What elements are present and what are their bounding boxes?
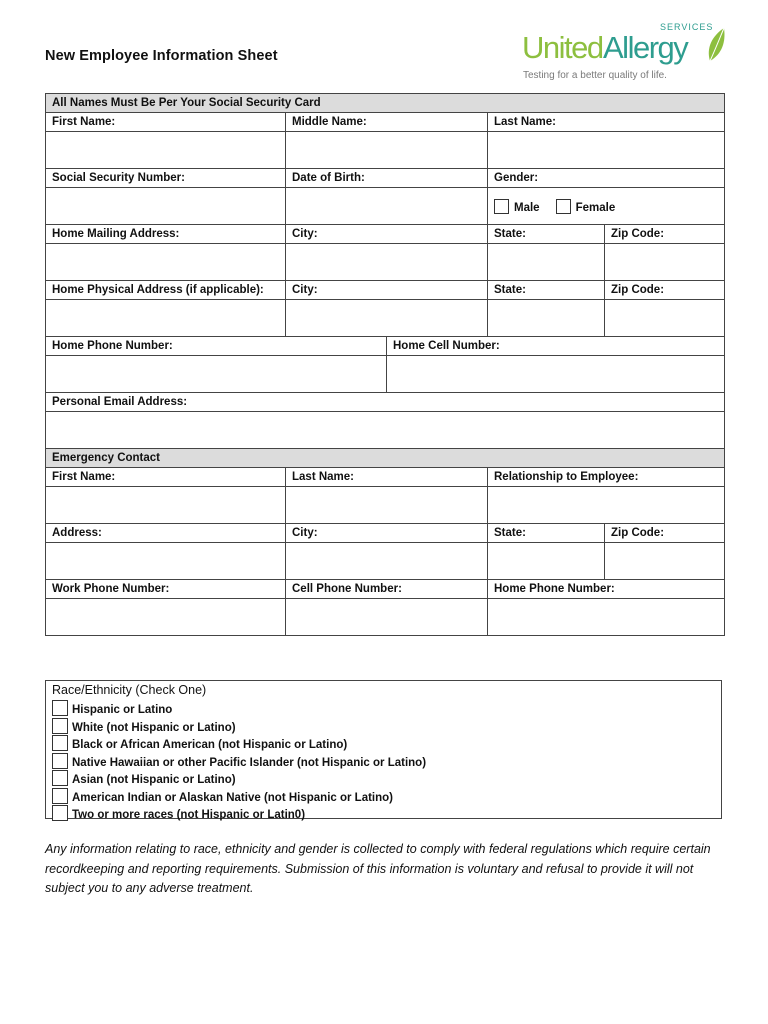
ssn-label: Social Security Number:: [46, 169, 286, 188]
race-option[interactable]: [52, 700, 721, 718]
emergency-home-phone-field[interactable]: [488, 599, 725, 636]
emergency-zip-field[interactable]: [605, 543, 725, 580]
race-checkbox[interactable]: [52, 700, 68, 716]
male-label: Male: [514, 201, 540, 214]
race-ethnicity-title: Race/Ethnicity (Check One): [52, 683, 207, 697]
race-option[interactable]: [52, 735, 721, 753]
email-label: Personal Email Address:: [46, 393, 725, 412]
section-header-ssn-names: All Names Must Be Per Your Social Security Card: [46, 94, 725, 113]
email-field[interactable]: [46, 412, 725, 449]
physical-zip-field[interactable]: [605, 300, 725, 337]
gender-option-female[interactable]: [556, 199, 616, 214]
race-option-label: Native Hawaiian or other Pacific Islander (not Hispanic or Latino): [72, 756, 427, 769]
last-name-field[interactable]: [488, 132, 725, 169]
middle-name-label: Middle Name:: [286, 113, 488, 132]
emergency-first-name-label: First Name:: [46, 468, 286, 487]
physical-zip-label: Zip Code:: [605, 281, 725, 300]
logo-tagline: Testing for a better quality of life.: [523, 70, 667, 81]
employee-information-table: [45, 93, 725, 636]
first-name-label: First Name:: [46, 113, 286, 132]
race-option-label: American Indian or Alaskan Native (not Hispanic or Latino): [72, 791, 393, 804]
last-name-label: Last Name:: [488, 113, 725, 132]
mailing-state-label: State:: [488, 225, 605, 244]
leaf-icon: [709, 28, 725, 61]
race-option[interactable]: [52, 805, 721, 823]
race-option[interactable]: [52, 718, 721, 736]
disclaimer-text: Any information relating to race, ethnicity and gender is collected to comply with federal regulations which require certain recordkeeping and reporting requirements. Submission of this information is voluntary and refusal to provide it will not subject you to any adverse treatment.: [45, 842, 711, 895]
race-checkbox[interactable]: [52, 788, 68, 804]
race-option[interactable]: [52, 753, 721, 771]
race-option-label: Black or African American (not Hispanic or Latino): [72, 739, 348, 751]
race-ethnicity-section: [45, 680, 722, 819]
race-option[interactable]: [52, 770, 721, 788]
race-option[interactable]: [52, 788, 721, 806]
mailing-zip-label: Zip Code:: [605, 225, 725, 244]
emergency-address-field[interactable]: [46, 543, 286, 580]
dob-field[interactable]: [286, 188, 488, 225]
physical-state-label: State:: [488, 281, 605, 300]
emergency-relationship-label: Relationship to Employee:: [488, 468, 725, 487]
emergency-state-field[interactable]: [488, 543, 605, 580]
first-name-field[interactable]: [46, 132, 286, 169]
ssn-field[interactable]: [46, 188, 286, 225]
race-checkbox[interactable]: [52, 770, 68, 786]
home-cell-label: Home Cell Number:: [387, 337, 725, 356]
physical-state-field[interactable]: [488, 300, 605, 337]
page-title: New Employee Information Sheet: [45, 48, 278, 64]
home-phone-label: Home Phone Number:: [46, 337, 387, 356]
logo-united-text: United: [522, 30, 603, 65]
female-checkbox[interactable]: [556, 199, 571, 214]
middle-name-field[interactable]: [286, 132, 488, 169]
emergency-cell-phone-field[interactable]: [286, 599, 488, 636]
logo-allergy-text: Allergy: [603, 30, 688, 65]
mailing-address-label: Home Mailing Address:: [46, 225, 286, 244]
emergency-state-label: State:: [488, 524, 605, 543]
emergency-zip-label: Zip Code:: [605, 524, 725, 543]
physical-city-field[interactable]: [286, 300, 488, 337]
home-phone-field[interactable]: [46, 356, 387, 393]
home-cell-field[interactable]: [387, 356, 725, 393]
emergency-first-name-field[interactable]: [46, 487, 286, 524]
physical-city-label: City:: [286, 281, 488, 300]
race-option-label: Two or more races (not Hispanic or Latin0): [72, 809, 306, 821]
logo-services-text: SERVICES: [660, 22, 714, 32]
emergency-city-field[interactable]: [286, 543, 488, 580]
race-option-label: Asian (not Hispanic or Latino): [72, 774, 236, 786]
physical-address-label: Home Physical Address (if applicable):: [46, 281, 286, 300]
emergency-work-phone-field[interactable]: [46, 599, 286, 636]
gender-options: [488, 188, 725, 225]
dob-label: Date of Birth:: [286, 169, 488, 188]
race-checkbox[interactable]: [52, 753, 68, 769]
mailing-state-field[interactable]: [488, 244, 605, 281]
mailing-city-label: City:: [286, 225, 488, 244]
race-checkbox[interactable]: [52, 805, 68, 821]
emergency-work-phone-label: Work Phone Number:: [46, 580, 286, 599]
physical-address-field[interactable]: [46, 300, 286, 337]
emergency-city-label: City:: [286, 524, 488, 543]
race-checkbox[interactable]: [52, 718, 68, 734]
emergency-last-name-label: Last Name:: [286, 468, 488, 487]
gender-label: Gender:: [488, 169, 725, 188]
emergency-address-label: Address:: [46, 524, 286, 543]
emergency-last-name-field[interactable]: [286, 487, 488, 524]
female-label: Female: [575, 201, 616, 214]
gender-option-male[interactable]: [494, 199, 540, 214]
mailing-zip-field[interactable]: [605, 244, 725, 281]
emergency-relationship-field[interactable]: [488, 487, 725, 524]
mailing-city-field[interactable]: [286, 244, 488, 281]
male-checkbox[interactable]: [494, 199, 509, 214]
emergency-home-phone-label: Home Phone Number:: [488, 580, 725, 599]
race-checkbox[interactable]: [52, 735, 68, 751]
race-option-label: Hispanic or Latino: [72, 704, 173, 716]
mailing-address-field[interactable]: [46, 244, 286, 281]
section-header-emergency-contact: Emergency Contact: [46, 449, 725, 468]
race-option-label: White (not Hispanic or Latino): [72, 721, 236, 734]
united-allergy-logo: [520, 18, 735, 86]
emergency-cell-phone-label: Cell Phone Number:: [286, 580, 488, 599]
